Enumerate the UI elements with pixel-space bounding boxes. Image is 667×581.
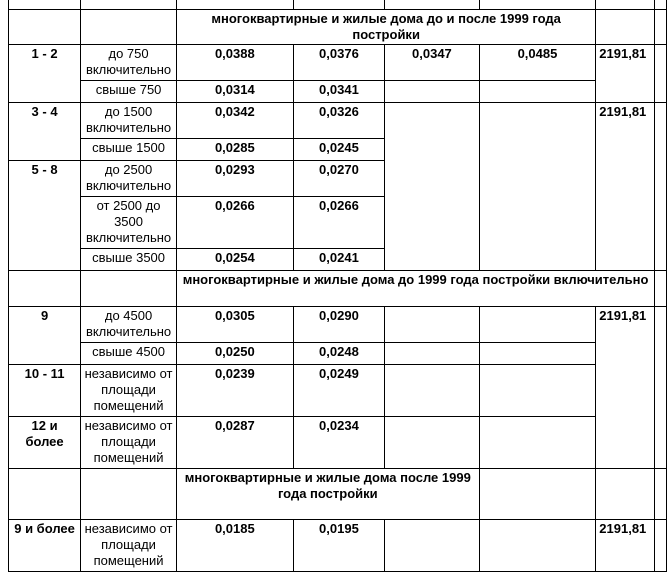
table-row bbox=[9, 343, 667, 365]
value-cell: 0,0290 bbox=[293, 307, 385, 343]
value-cell: 0,0245 bbox=[293, 139, 385, 161]
floors-cell: 9 bbox=[9, 307, 81, 365]
floors-cell: 12 и более bbox=[9, 417, 81, 469]
table-row bbox=[9, 81, 667, 103]
table-row bbox=[9, 45, 667, 81]
area-cell: до 4500 включительно bbox=[81, 307, 177, 343]
value-cell: 0,0314 bbox=[176, 81, 293, 103]
table-row bbox=[9, 520, 667, 572]
section-header-row bbox=[9, 271, 667, 307]
table-row bbox=[9, 103, 667, 139]
section-header-row bbox=[9, 469, 667, 520]
cost-cell: 2191,81 bbox=[596, 520, 655, 572]
value-cell: 0,0285 bbox=[176, 139, 293, 161]
value-cell: 0,0266 bbox=[293, 197, 385, 249]
value-cell: 0,0305 bbox=[176, 307, 293, 343]
value-cell: 0,0287 bbox=[176, 417, 293, 469]
area-cell: до 1500 включительно bbox=[81, 103, 177, 139]
table-row bbox=[9, 365, 667, 417]
value-cell: 0,0249 bbox=[293, 365, 385, 417]
value-cell: 0,0234 bbox=[293, 417, 385, 469]
value-cell: 0,0254 bbox=[176, 249, 293, 271]
value-cell: 0,0293 bbox=[176, 161, 293, 197]
table-row bbox=[9, 417, 667, 469]
section-title: многоквартирные и жилые дома до и после 1999 года постройки bbox=[176, 10, 595, 45]
area-cell: свыше 750 bbox=[81, 81, 177, 103]
area-cell: до 2500 включительно bbox=[81, 161, 177, 197]
floors-cell: 3 - 4 bbox=[9, 103, 81, 161]
floors-cell: 10 - 11 bbox=[9, 365, 81, 417]
value-cell: 0,0239 bbox=[176, 365, 293, 417]
cost-cell: 2191,81 bbox=[596, 45, 655, 103]
value-cell: 0,0485 bbox=[479, 45, 596, 81]
area-cell: независимо от площади помещений bbox=[81, 365, 177, 417]
value-cell: 0,0388 bbox=[176, 45, 293, 81]
area-cell: свыше 1500 bbox=[81, 139, 177, 161]
floors-cell: 1 - 2 bbox=[9, 45, 81, 103]
value-cell: 0,0248 bbox=[293, 343, 385, 365]
area-cell: свыше 4500 bbox=[81, 343, 177, 365]
value-cell: 0,0342 bbox=[176, 103, 293, 139]
cost-cell: 2191,81 bbox=[596, 103, 655, 271]
value-cell: 0,0241 bbox=[293, 249, 385, 271]
floors-cell: 9 и более bbox=[9, 520, 81, 572]
section-title: многоквартирные и жилые дома после 1999 года постройки bbox=[176, 469, 479, 520]
value-cell: 0,0266 bbox=[176, 197, 293, 249]
value-cell: 0,0195 bbox=[293, 520, 385, 572]
value-cell: 0,0326 bbox=[293, 103, 385, 139]
tariff-table bbox=[8, 0, 667, 572]
value-cell: 0,0270 bbox=[293, 161, 385, 197]
area-cell: до 750 включительно bbox=[81, 45, 177, 81]
section-title: многоквартирные и жилые дома до 1999 года постройки включительно bbox=[176, 271, 654, 307]
section-header-row bbox=[9, 10, 667, 45]
area-cell: от 2500 до 3500 включительно bbox=[81, 197, 177, 249]
floors-cell: 5 - 8 bbox=[9, 161, 81, 271]
value-cell: 0,0250 bbox=[176, 343, 293, 365]
value-cell: 0,0341 bbox=[293, 81, 385, 103]
area-cell: независимо от площади помещений bbox=[81, 417, 177, 469]
value-cell: 0,0376 bbox=[293, 45, 385, 81]
cost-cell: 2191,81 bbox=[596, 307, 655, 469]
table-row bbox=[9, 307, 667, 343]
value-cell: 0,0185 bbox=[176, 520, 293, 572]
value-cell: 0,0347 bbox=[385, 45, 479, 81]
area-cell: независимо от площади помещений bbox=[81, 520, 177, 572]
table-row bbox=[9, 0, 667, 10]
area-cell: свыше 3500 bbox=[81, 249, 177, 271]
